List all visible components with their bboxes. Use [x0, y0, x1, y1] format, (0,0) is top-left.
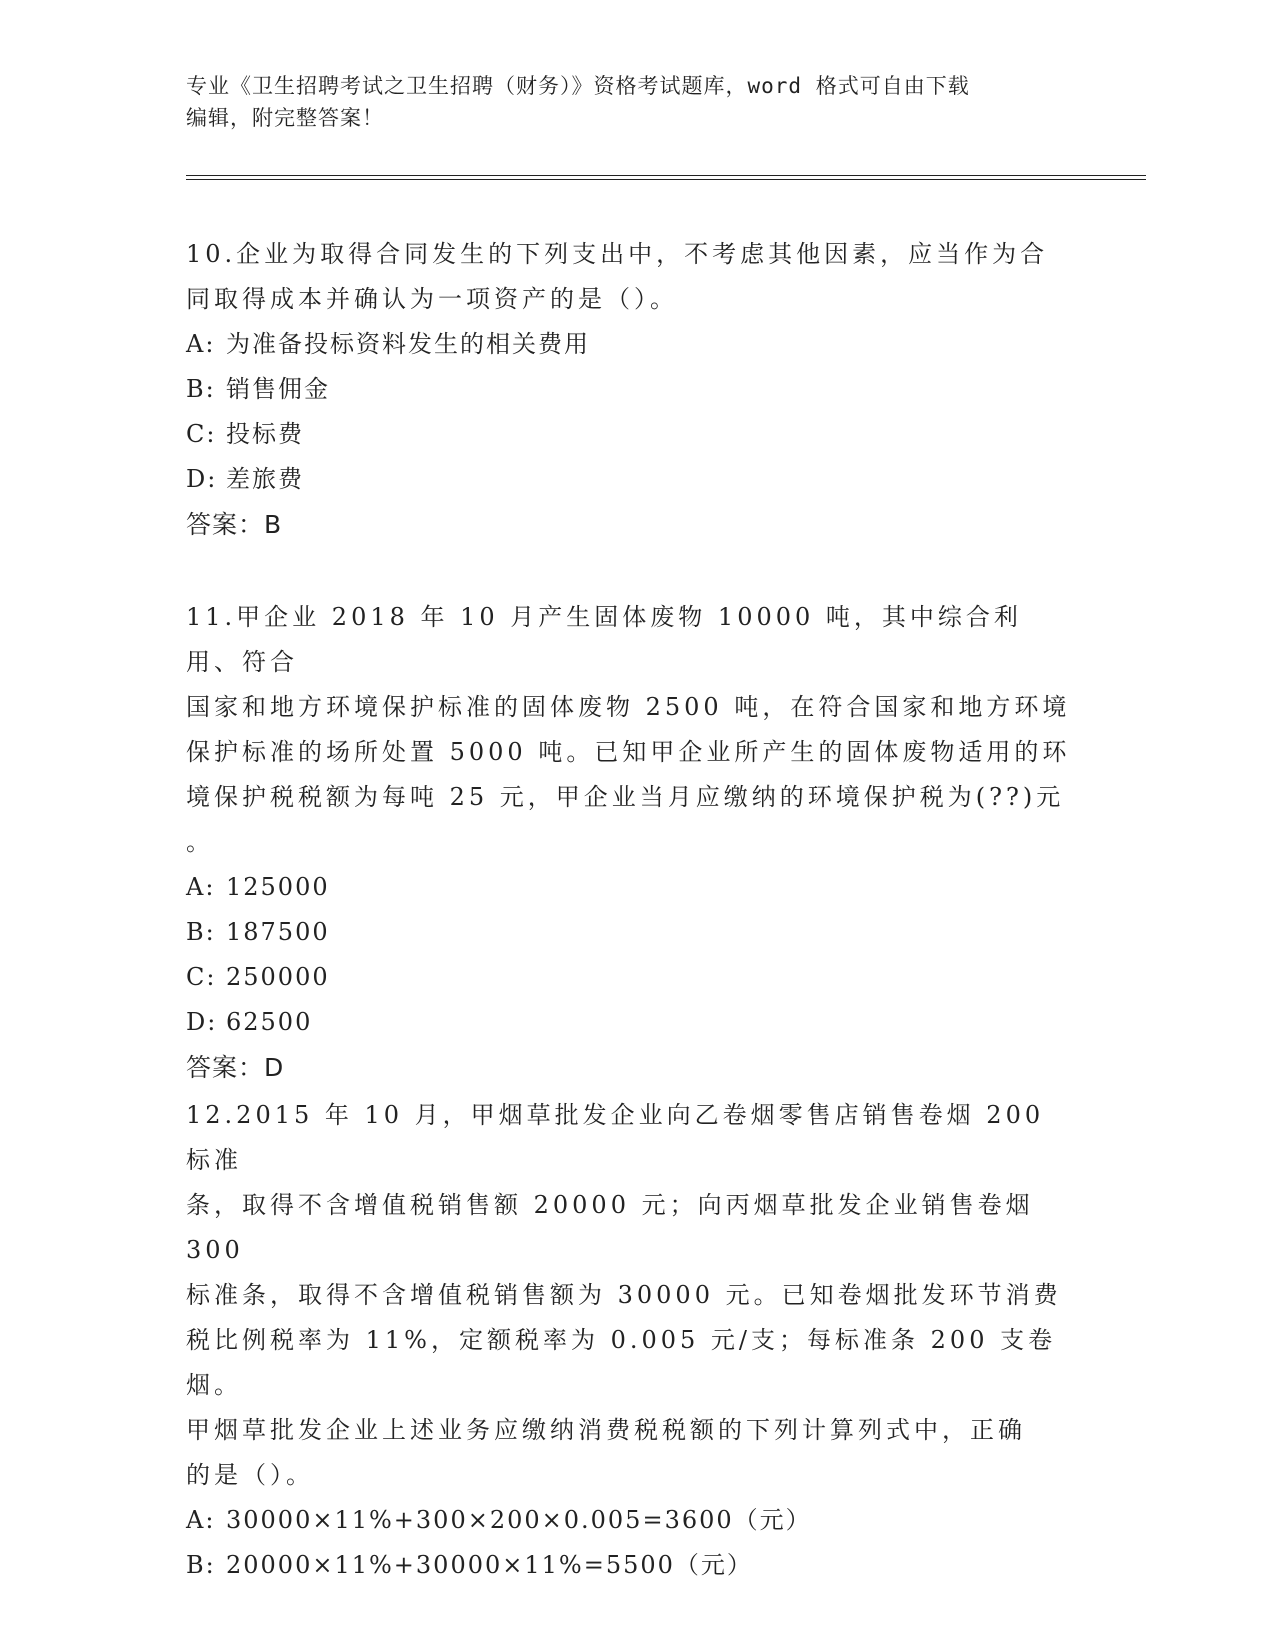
option-text: 投标费 [226, 420, 304, 448]
header-line-1: 专业《卫生招聘考试之卫生招聘（财务）》资格考试题库，word 格式可自由下载 [186, 74, 970, 98]
option-b [186, 367, 1076, 412]
option-text: 187500 [226, 918, 330, 946]
answer-line: 答案：B [186, 510, 283, 539]
stem-line: 。 [186, 828, 214, 856]
option-b [186, 1543, 1076, 1588]
question-12 [186, 1093, 1076, 1588]
question-stem [186, 1093, 1076, 1498]
option-text: 20000×11%+30000×11%=5500（元） [226, 1551, 753, 1579]
option-key: D: [186, 1008, 218, 1036]
stem-line: 的是（）。 [186, 1461, 314, 1489]
stem-line: 国家和地方环境保护标准的固体废物 2500 吨，在符合国家和地方环境 [186, 693, 1071, 721]
option-key: A: [186, 873, 216, 901]
option-list [186, 1498, 1076, 1588]
option-c [186, 955, 1076, 1000]
option-d [186, 1000, 1076, 1045]
question-stem [186, 232, 1076, 322]
option-text: 125000 [226, 873, 330, 901]
stem-line: 同取得成本并确认为一项资产的是（）。 [186, 285, 678, 313]
option-b [186, 910, 1076, 955]
option-key: D: [186, 465, 218, 493]
option-key: C: [186, 963, 217, 991]
stem-line: 税比例税率为 11%，定额税率为 0.005 元/支；每标准条 200 支卷烟。 [186, 1326, 1057, 1399]
option-a [186, 1498, 1076, 1543]
stem-line: 甲烟草批发企业上述业务应缴纳消费税税额的下列计算列式中，正确 [186, 1416, 1026, 1444]
stem-line: 12.2015 年 10 月，甲烟草批发企业向乙卷烟零售店销售卷烟 200 标准 [186, 1101, 1045, 1174]
option-d [186, 457, 1076, 502]
option-a [186, 865, 1076, 910]
stem-line: 保护标准的场所处置 5000 吨。已知甲企业所产生的固体废物适用的环 [186, 738, 1071, 766]
question-10 [186, 232, 1076, 547]
option-key: B: [186, 375, 216, 403]
option-list [186, 865, 1076, 1045]
header-divider [186, 175, 1146, 180]
document-header [186, 70, 1066, 134]
option-list [186, 322, 1076, 502]
stem-line: 11.甲企业 2018 年 10 月产生固体废物 10000 吨，其中综合利用、符合 [186, 603, 1022, 676]
option-text: 30000×11%+300×200×0.005=3600（元） [226, 1506, 812, 1534]
header-line-2: 编辑，附完整答案！ [186, 106, 384, 130]
option-key: C: [186, 420, 217, 448]
option-text: 差旅费 [226, 465, 304, 493]
option-text: 250000 [226, 963, 330, 991]
answer-line: 答案：D [186, 1053, 285, 1082]
option-key: A: [186, 330, 216, 358]
option-c [186, 412, 1076, 457]
question-11 [186, 595, 1076, 1090]
option-a [186, 322, 1076, 367]
stem-line: 10.企业为取得合同发生的下列支出中，不考虑其他因素，应当作为合 [186, 240, 1049, 268]
stem-line: 标准条，取得不含增值税销售额为 30000 元。已知卷烟批发环节消费 [186, 1281, 1062, 1309]
option-key: B: [186, 918, 216, 946]
option-text: 销售佣金 [226, 375, 330, 403]
option-key: A: [186, 1506, 216, 1534]
stem-line: 条，取得不含增值税销售额 20000 元；向丙烟草批发企业销售卷烟 300 [186, 1191, 1034, 1264]
option-text: 62500 [226, 1008, 313, 1036]
option-key: B: [186, 1551, 216, 1579]
option-text: 为准备投标资料发生的相关费用 [226, 330, 590, 358]
stem-line: 境保护税税额为每吨 25 元，甲企业当月应缴纳的环境保护税为(??)元 [186, 783, 1065, 811]
question-stem [186, 595, 1076, 865]
